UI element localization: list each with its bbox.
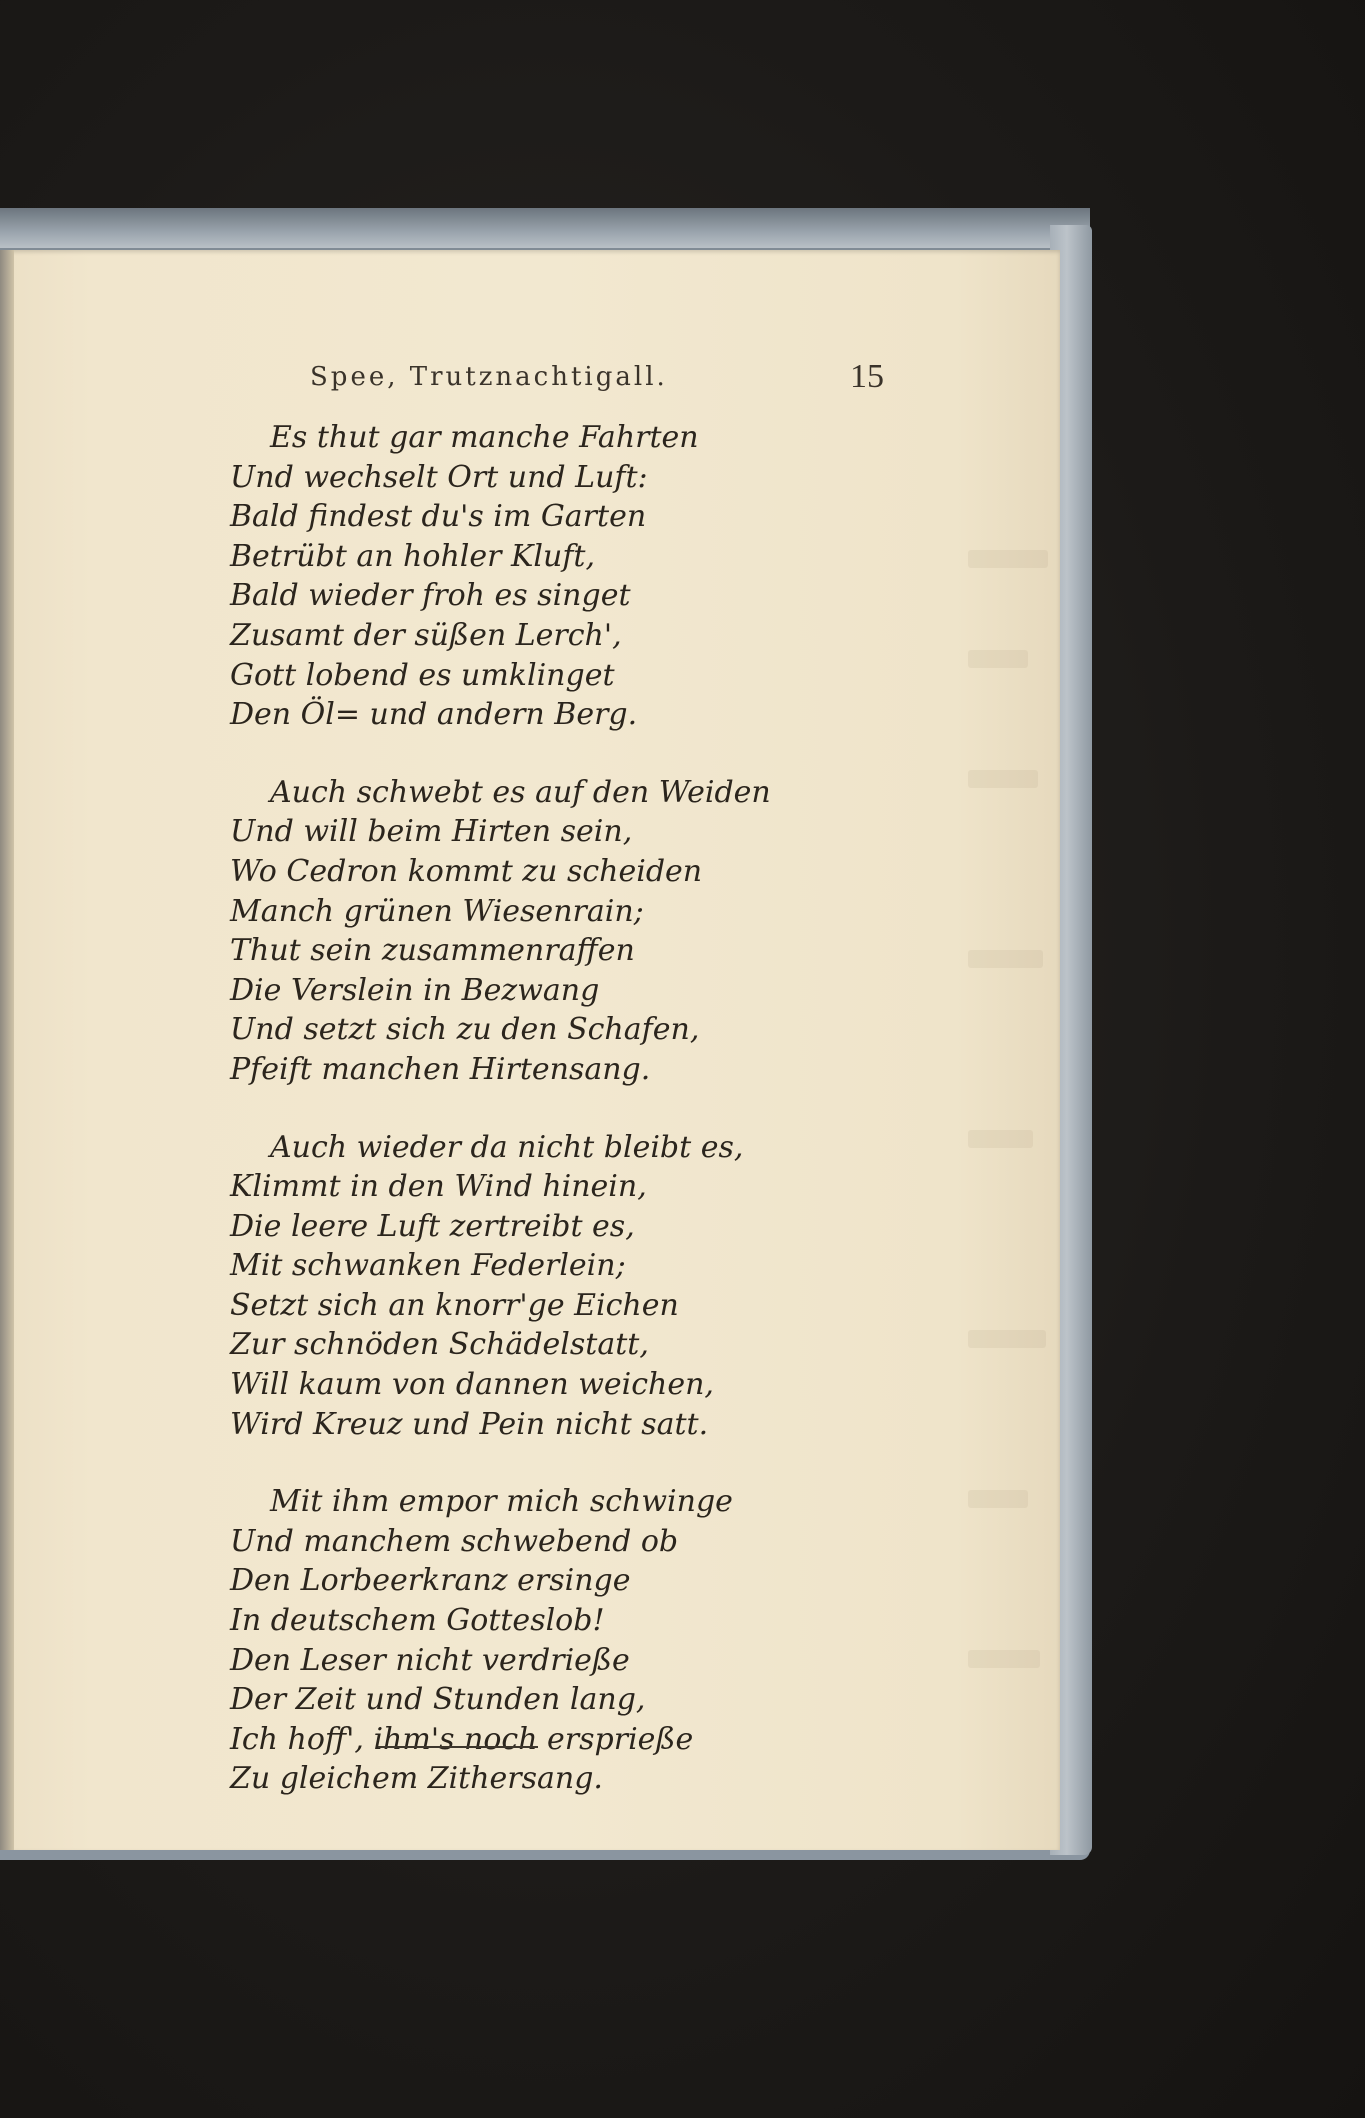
poem-line: Den Leser nicht verdrieße [230, 1642, 630, 1678]
running-head: Spee, Trutznachtigall. [310, 362, 668, 392]
poem-line: Bald wieder froh es singet [230, 578, 631, 614]
poem-line: Zur schnöden Schädelstatt, [230, 1327, 649, 1363]
poem-text [230, 418, 950, 1837]
show-through-mark [968, 1130, 1033, 1148]
poem-line: Den Öl= und andern Berg. [230, 697, 638, 733]
poem-line: Setzt sich an knorr'ge Eichen [230, 1287, 679, 1323]
poem-line: Es thut gar manche Fahrten [270, 420, 699, 455]
show-through-mark [968, 1490, 1028, 1508]
poem-line: Manch grünen Wiesenrain; [230, 893, 644, 929]
poem-line: Der Zeit und Stunden lang, [230, 1682, 646, 1718]
poem-line: Wird Kreuz und Pein nicht satt. [230, 1406, 709, 1442]
show-through-mark [968, 1650, 1040, 1668]
show-through-mark [968, 950, 1043, 968]
page-number: 15 [850, 358, 884, 395]
poem-line: Will kaum von dannen weichen, [230, 1367, 714, 1403]
poem-line: Mit ihm empor mich schwinge [270, 1484, 733, 1520]
poem-line: Gott lobend es umklinget [230, 657, 615, 693]
stanza-1 [230, 418, 950, 735]
poem-line: Bald findest du's im Garten [230, 499, 647, 535]
poem-line: Die leere Luft zertreibt es, [230, 1208, 635, 1244]
book-cover-top-edge [0, 208, 1090, 248]
poem-line: Pfeift manchen Hirtensang. [230, 1051, 651, 1087]
poem-line: Und will beim Hirten sein, [230, 814, 633, 850]
poem-line: Die Verslein in Bezwang [230, 972, 600, 1008]
stanza-2 [230, 773, 950, 1090]
poem-line: Zu gleichem Zithersang. [230, 1761, 603, 1797]
poem-line: Betrübt an hohler Kluft, [230, 538, 596, 574]
poem-line: Ich hoff', ihm's noch ersprieße [230, 1721, 694, 1757]
show-through-mark [968, 550, 1048, 568]
poem-line: Klimmt in den Wind hinein, [230, 1169, 647, 1205]
show-through-mark [968, 770, 1038, 788]
poem-line: Und manchem schwebend ob [230, 1523, 679, 1559]
poem-line: Den Lorbeerkranz ersinge [230, 1563, 631, 1599]
poem-line: Auch schwebt es auf den Weiden [270, 774, 771, 810]
stanza-4 [230, 1482, 950, 1799]
show-through-mark [968, 650, 1028, 668]
poem-line: In deutschem Gotteslob! [230, 1603, 605, 1639]
show-through-mark [968, 1330, 1046, 1348]
stanza-3 [230, 1128, 950, 1445]
poem-line: Wo Cedron kommt zu scheiden [230, 853, 703, 889]
poem-line: Auch wieder da nicht bleibt es, [270, 1129, 744, 1165]
poem-line: Und wechselt Ort und Luft: [230, 459, 648, 495]
poem-line: Mit schwanken Federlein; [230, 1248, 626, 1284]
poem-line: Thut sein zusammenraffen [230, 933, 635, 969]
end-rule [378, 1746, 538, 1748]
page-gutter-shadow [0, 250, 14, 1850]
poem-line: Zusamt der süßen Lerch', [230, 617, 622, 653]
poem-line: Und setzt sich zu den Schafen, [230, 1012, 700, 1048]
